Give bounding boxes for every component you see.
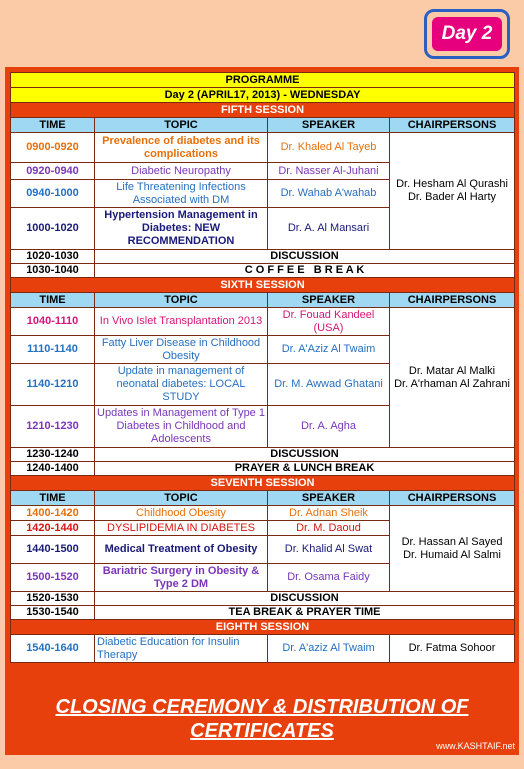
topic-cell: Update in management of neonatal diabetes: LOCAL STUDY xyxy=(95,364,268,406)
chairperson-name: Dr. Matar Al Malki xyxy=(408,364,496,377)
chairpersons-cell xyxy=(390,133,515,250)
watermark: www.KASHTAIF.net xyxy=(436,741,515,751)
speaker-cell: Dr. Khalid Al Swat xyxy=(268,536,390,564)
break-cell: DISCUSSION xyxy=(95,250,515,264)
time-cell: 1000-1020 xyxy=(11,208,95,250)
topic-cell: In Vivo Islet Transplantation 2013 xyxy=(95,308,268,336)
speaker-cell: Dr. Fouad Kandeel (USA) xyxy=(268,308,390,336)
header-chairpersons: CHAIRPERSONS xyxy=(390,118,515,133)
speaker-cell: Dr. M. Awwad Ghatani xyxy=(268,364,390,406)
header-speaker: SPEAKER xyxy=(268,491,390,506)
time-cell: 1530-1540 xyxy=(11,606,95,620)
speaker-cell: Dr. A. Al Mansari xyxy=(268,208,390,250)
topic-cell: Prevalence of diabetes and its complications xyxy=(95,133,268,163)
time-cell: 1420-1440 xyxy=(11,521,95,536)
time-cell: 1520-1530 xyxy=(11,592,95,606)
time-cell: 1210-1230 xyxy=(11,406,95,448)
time-cell: 1230-1240 xyxy=(11,448,95,462)
day-title: Day 2 (APRIL17, 2013) - WEDNESDAY xyxy=(11,88,515,103)
chairperson-name: Dr. Hassan Al Sayed xyxy=(401,535,503,548)
speaker-cell: Dr. Nasser Al-Juhani xyxy=(268,163,390,180)
closing-banner: CLOSING CEREMONY & DISTRIBUTION OF CERTIFICATES xyxy=(13,689,511,749)
header-speaker: SPEAKER xyxy=(268,293,390,308)
topic-cell: Medical Treatment of Obesity xyxy=(95,536,268,564)
break-cell: C O F F E E B R E A K xyxy=(95,264,515,278)
chairpersons-cell: Dr. Fatma Sohoor xyxy=(390,635,515,663)
chairperson-name: Dr. Hesham Al Qurashi xyxy=(396,178,508,190)
time-cell: 1040-1110 xyxy=(11,308,95,336)
header-time: TIME xyxy=(11,293,95,308)
chairpersons-cell xyxy=(390,308,515,448)
header-topic: TOPIC xyxy=(95,293,268,308)
header-chairpersons: CHAIRPERSONS xyxy=(390,491,515,506)
speaker-cell: Dr. M. Daoud xyxy=(268,521,390,536)
topic-cell: DYSLIPIDEMIA IN DIABETES xyxy=(95,521,268,536)
time-cell: 0940-1000 xyxy=(11,180,95,208)
break-cell: TEA BREAK & PRAYER TIME xyxy=(95,606,515,620)
time-cell: 1030-1040 xyxy=(11,264,95,278)
time-cell: 1500-1520 xyxy=(11,564,95,592)
topic-cell: Childhood Obesity xyxy=(95,506,268,521)
topic-cell: Updates in Management of Type 1 Diabetes in Childhood and Adolescents xyxy=(95,406,268,448)
day-badge-label: Day 2 xyxy=(432,17,502,51)
topic-cell: Fatty Liver Disease in Childhood Obesity xyxy=(95,336,268,364)
header-time: TIME xyxy=(11,491,95,506)
session-title: SEVENTH SESSION xyxy=(11,476,515,491)
topic-cell: Diabetic Education for Insulin Therapy xyxy=(95,635,268,663)
topic-cell: Diabetic Neuropathy xyxy=(95,163,268,180)
topic-cell: Hypertension Management in Diabetes: NEW RECOMMENDATION xyxy=(95,208,268,250)
session-title: EIGHTH SESSION xyxy=(11,620,515,635)
header-time: TIME xyxy=(11,118,95,133)
programme-frame xyxy=(5,67,519,755)
session-title: FIFTH SESSION xyxy=(11,103,515,118)
chairperson-name: Dr. A'rhaman Al Zahrani xyxy=(394,377,510,390)
time-cell: 0920-0940 xyxy=(11,163,95,180)
topic-cell: Life Threatening Infections Associated with DM xyxy=(95,180,268,208)
time-cell: 1240-1400 xyxy=(11,462,95,476)
time-cell: 1020-1030 xyxy=(11,250,95,264)
speaker-cell: Dr. A'Aziz Al Twaim xyxy=(268,336,390,364)
break-cell: DISCUSSION xyxy=(95,448,515,462)
programme-title: PROGRAMME xyxy=(11,73,515,88)
time-cell: 1140-1210 xyxy=(11,364,95,406)
break-cell: PRAYER & LUNCH BREAK xyxy=(95,462,515,476)
time-cell: 1400-1420 xyxy=(11,506,95,521)
chairperson-name: Dr. Humaid Al Salmi xyxy=(403,548,501,561)
speaker-cell: Dr. A. Agha xyxy=(268,406,390,448)
speaker-cell: Dr. Khaled Al Tayeb xyxy=(268,133,390,163)
time-cell: 1110-1140 xyxy=(11,336,95,364)
header-speaker: SPEAKER xyxy=(268,118,390,133)
header-chairpersons: CHAIRPERSONS xyxy=(390,293,515,308)
chairperson-name: Dr. Bader Al Harty xyxy=(407,191,497,203)
day-badge xyxy=(424,9,510,59)
chairpersons-cell xyxy=(390,506,515,592)
time-cell: 0900-0920 xyxy=(11,133,95,163)
time-cell: 1540-1640 xyxy=(11,635,95,663)
session-title: SIXTH SESSION xyxy=(11,278,515,293)
speaker-cell: Dr. Osama Faidy xyxy=(268,564,390,592)
time-cell: 1440-1500 xyxy=(11,536,95,564)
header-topic: TOPIC xyxy=(95,491,268,506)
speaker-cell: Dr. Wahab A'wahab xyxy=(268,180,390,208)
topic-cell: Bariatric Surgery in Obesity & Type 2 DM xyxy=(95,564,268,592)
programme-table xyxy=(10,72,515,663)
header-topic: TOPIC xyxy=(95,118,268,133)
speaker-cell: Dr. A'aziz Al Twaim xyxy=(268,635,390,663)
speaker-cell: Dr. Adnan Sheik xyxy=(268,506,390,521)
break-cell: DISCUSSION xyxy=(95,592,515,606)
